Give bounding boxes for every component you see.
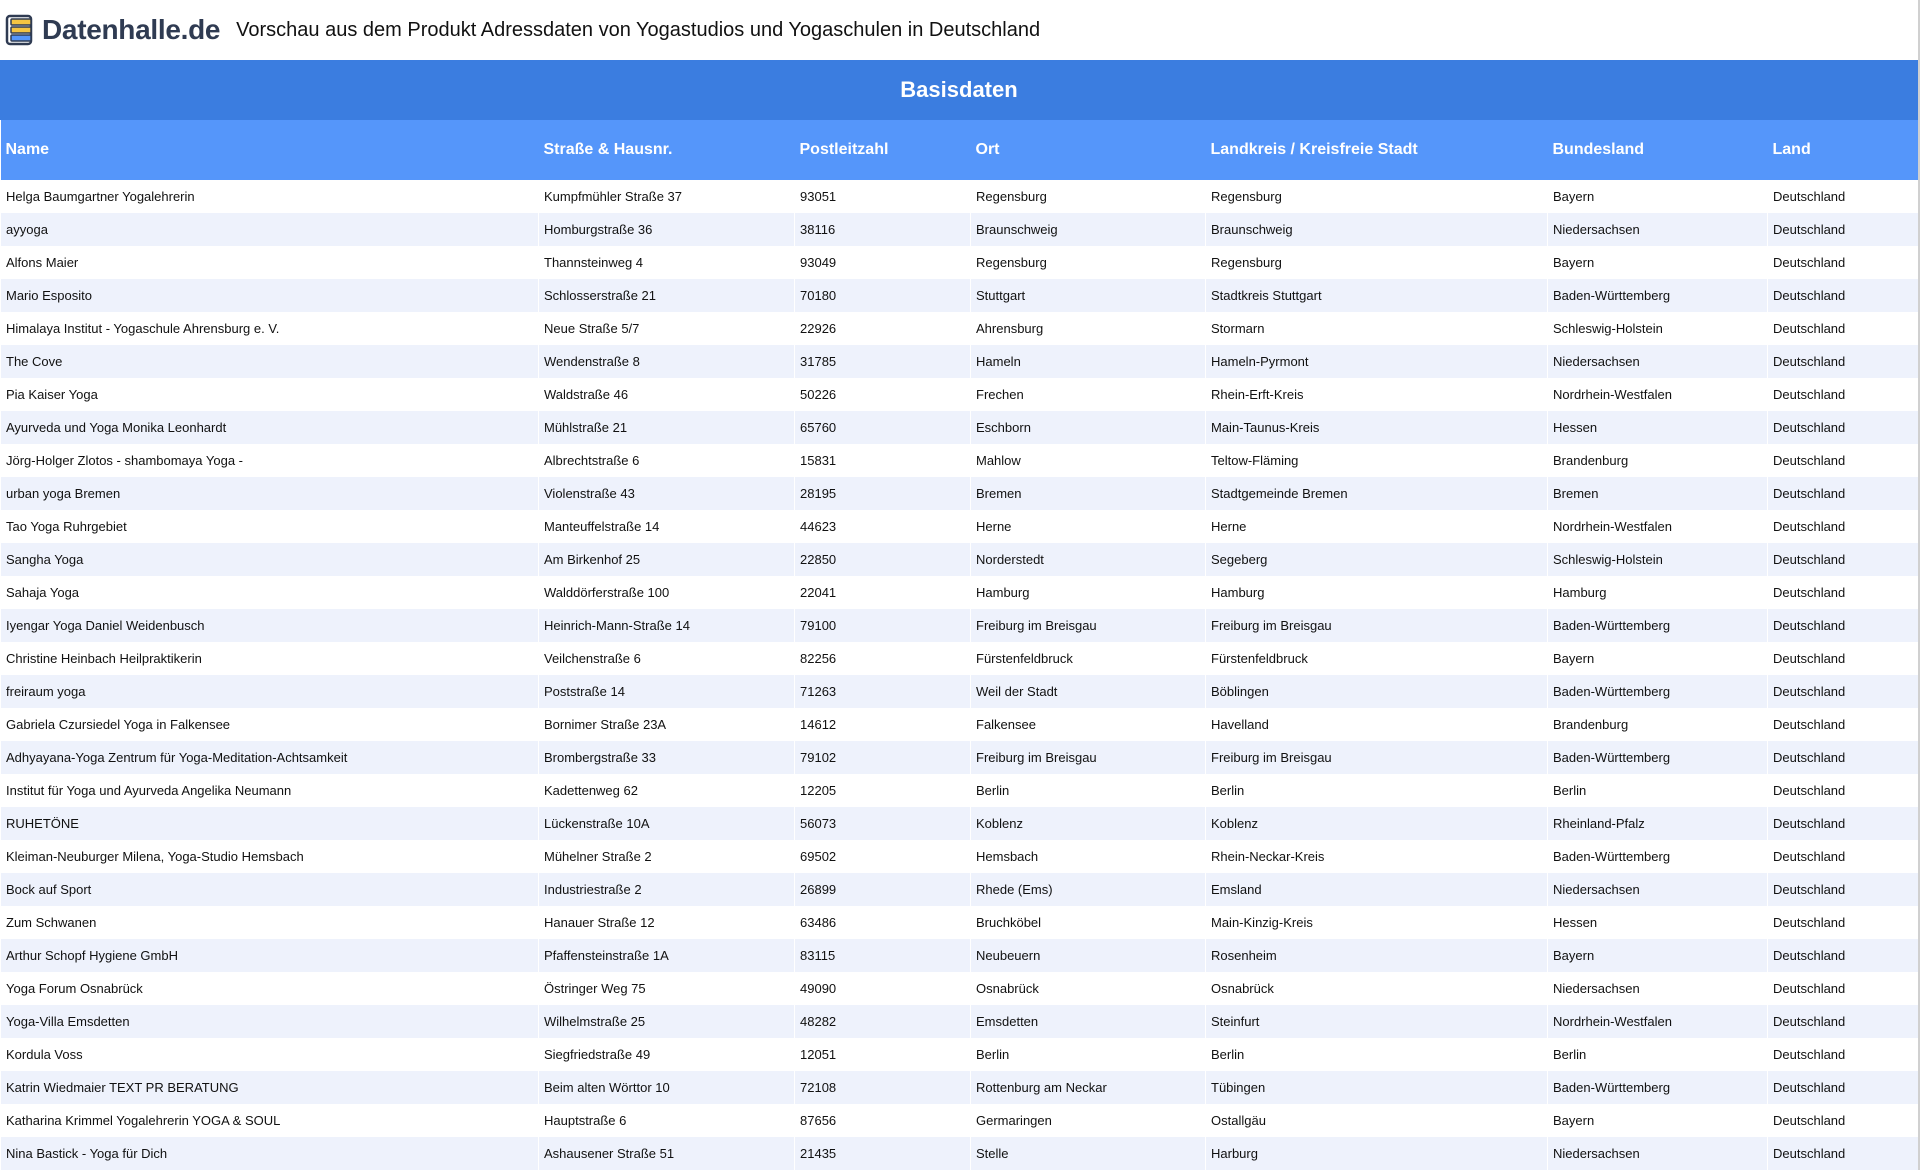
cell-postcode: 49090: [795, 972, 971, 1005]
cell-country: Deutschland: [1768, 1071, 1919, 1104]
cell-postcode: 22926: [795, 312, 971, 345]
cell-city: Freiburg im Breisgau: [971, 609, 1206, 642]
table-row[interactable]: [1, 1104, 1919, 1137]
cell-city: Rottenburg am Neckar: [971, 1071, 1206, 1104]
cell-postcode: 93049: [795, 246, 971, 279]
cell-name: Helga Baumgartner Yogalehrerin: [1, 180, 539, 213]
cell-street: Kadettenweg 62: [539, 774, 795, 807]
cell-country: Deutschland: [1768, 279, 1919, 312]
cell-postcode: 93051: [795, 180, 971, 213]
cell-name: Sahaja Yoga: [1, 576, 539, 609]
table-row[interactable]: [1, 345, 1919, 378]
cell-city: Neubeuern: [971, 939, 1206, 972]
table-row[interactable]: [1, 312, 1919, 345]
cell-district: Böblingen: [1206, 675, 1548, 708]
cell-postcode: 70180: [795, 279, 971, 312]
cell-state: Baden-Württemberg: [1548, 609, 1768, 642]
cell-city: Falkensee: [971, 708, 1206, 741]
cell-district: Rhein-Neckar-Kreis: [1206, 840, 1548, 873]
cell-name: Christine Heinbach Heilpraktikerin: [1, 642, 539, 675]
section-title: Basisdaten: [0, 60, 1918, 120]
cell-postcode: 26899: [795, 873, 971, 906]
cell-state: Nordrhein-Westfalen: [1548, 1005, 1768, 1038]
cell-street: Veilchenstraße 6: [539, 642, 795, 675]
cell-street: Violenstraße 43: [539, 477, 795, 510]
cell-city: Osnabrück: [971, 972, 1206, 1005]
cell-name: Kleiman-Neuburger Milena, Yoga-Studio Hemsbach: [1, 840, 539, 873]
cell-state: Baden-Württemberg: [1548, 840, 1768, 873]
cell-district: Teltow-Fläming: [1206, 444, 1548, 477]
cell-district: Regensburg: [1206, 246, 1548, 279]
cell-city: Hamburg: [971, 576, 1206, 609]
cell-street: Am Birkenhof 25: [539, 543, 795, 576]
cell-state: Niedersachsen: [1548, 345, 1768, 378]
cell-street: Mühlstraße 21: [539, 411, 795, 444]
table-row[interactable]: [1, 576, 1919, 609]
cell-country: Deutschland: [1768, 510, 1919, 543]
cell-state: Hessen: [1548, 906, 1768, 939]
cell-street: Waldstraße 46: [539, 378, 795, 411]
cell-postcode: 15831: [795, 444, 971, 477]
cell-city: Hemsbach: [971, 840, 1206, 873]
cell-postcode: 12051: [795, 1038, 971, 1071]
cell-state: Baden-Württemberg: [1548, 279, 1768, 312]
table-row[interactable]: [1, 609, 1919, 642]
table-row[interactable]: [1, 1005, 1919, 1038]
cell-state: Bayern: [1548, 939, 1768, 972]
cell-street: Wendenstraße 8: [539, 345, 795, 378]
cell-state: Hessen: [1548, 411, 1768, 444]
cell-district: Freiburg im Breisgau: [1206, 609, 1548, 642]
cell-country: Deutschland: [1768, 807, 1919, 840]
cell-street: Walddörferstraße 100: [539, 576, 795, 609]
cell-state: Schleswig-Holstein: [1548, 312, 1768, 345]
cell-postcode: 65760: [795, 411, 971, 444]
cell-city: Hameln: [971, 345, 1206, 378]
cell-street: Östringer Weg 75: [539, 972, 795, 1005]
cell-country: Deutschland: [1768, 411, 1919, 444]
cell-postcode: 14612: [795, 708, 971, 741]
cell-name: Zum Schwanen: [1, 906, 539, 939]
cell-state: Nordrhein-Westfalen: [1548, 510, 1768, 543]
cell-street: Poststraße 14: [539, 675, 795, 708]
cell-city: Koblenz: [971, 807, 1206, 840]
cell-street: Pfaffensteinstraße 1A: [539, 939, 795, 972]
cell-postcode: 38116: [795, 213, 971, 246]
cell-district: Tübingen: [1206, 1071, 1548, 1104]
cell-street: Hauptstraße 6: [539, 1104, 795, 1137]
cell-state: Bayern: [1548, 246, 1768, 279]
cell-name: Mario Esposito: [1, 279, 539, 312]
cell-street: Heinrich-Mann-Straße 14: [539, 609, 795, 642]
cell-district: Main-Kinzig-Kreis: [1206, 906, 1548, 939]
cell-city: Regensburg: [971, 246, 1206, 279]
cell-name: Iyengar Yoga Daniel Weidenbusch: [1, 609, 539, 642]
cell-name: Himalaya Institut - Yogaschule Ahrensburg e. V.: [1, 312, 539, 345]
table-row[interactable]: [1, 741, 1919, 774]
brand-name: Datenhalle.de: [42, 14, 221, 45]
cell-state: Berlin: [1548, 774, 1768, 807]
cell-state: Hamburg: [1548, 576, 1768, 609]
cell-postcode: 12205: [795, 774, 971, 807]
cell-district: Emsland: [1206, 873, 1548, 906]
cell-name: ayyoga: [1, 213, 539, 246]
cell-country: Deutschland: [1768, 576, 1919, 609]
cell-name: Institut für Yoga und Ayurveda Angelika Neumann: [1, 774, 539, 807]
cell-state: Berlin: [1548, 1038, 1768, 1071]
table-row[interactable]: [1, 213, 1919, 246]
cell-district: Stormarn: [1206, 312, 1548, 345]
table-row[interactable]: [1, 444, 1919, 477]
cell-street: Homburgstraße 36: [539, 213, 795, 246]
cell-name: Sangha Yoga: [1, 543, 539, 576]
data-table: [0, 120, 1919, 1170]
cell-state: Bremen: [1548, 477, 1768, 510]
cell-district: Steinfurt: [1206, 1005, 1548, 1038]
cell-postcode: 63486: [795, 906, 971, 939]
cell-street: Industriestraße 2: [539, 873, 795, 906]
cell-country: Deutschland: [1768, 642, 1919, 675]
cell-country: Deutschland: [1768, 675, 1919, 708]
cell-district: Osnabrück: [1206, 972, 1548, 1005]
cell-city: Herne: [971, 510, 1206, 543]
cell-postcode: 22850: [795, 543, 971, 576]
column-header-state[interactable]: Bundesland: [1548, 120, 1768, 180]
cell-state: Bayern: [1548, 1104, 1768, 1137]
cell-country: Deutschland: [1768, 840, 1919, 873]
cell-district: Rhein-Erft-Kreis: [1206, 378, 1548, 411]
column-header-country[interactable]: Land: [1768, 120, 1919, 180]
cell-name: Jörg-Holger Zlotos - shambomaya Yoga -: [1, 444, 539, 477]
cell-country: Deutschland: [1768, 1005, 1919, 1038]
cell-district: Fürstenfeldbruck: [1206, 642, 1548, 675]
cell-street: Ashausener Straße 51: [539, 1137, 795, 1170]
table-row[interactable]: [1, 972, 1919, 1005]
cell-city: Bruchköbel: [971, 906, 1206, 939]
cell-state: Nordrhein-Westfalen: [1548, 378, 1768, 411]
cell-country: Deutschland: [1768, 774, 1919, 807]
column-header-postcode[interactable]: Postleitzahl: [795, 120, 971, 180]
cell-postcode: 22041: [795, 576, 971, 609]
cell-city: Freiburg im Breisgau: [971, 741, 1206, 774]
cell-postcode: 21435: [795, 1137, 971, 1170]
cell-name: Kordula Voss: [1, 1038, 539, 1071]
cell-country: Deutschland: [1768, 477, 1919, 510]
cell-district: Freiburg im Breisgau: [1206, 741, 1548, 774]
cell-postcode: 44623: [795, 510, 971, 543]
cell-city: Fürstenfeldbruck: [971, 642, 1206, 675]
cell-name: The Cove: [1, 345, 539, 378]
cell-city: Weil der Stadt: [971, 675, 1206, 708]
cell-name: Pia Kaiser Yoga: [1, 378, 539, 411]
cell-city: Mahlow: [971, 444, 1206, 477]
cell-district: Ostallgäu: [1206, 1104, 1548, 1137]
cell-street: Albrechtstraße 6: [539, 444, 795, 477]
table-row[interactable]: [1, 180, 1919, 213]
cell-street: Bornimer Straße 23A: [539, 708, 795, 741]
cell-country: Deutschland: [1768, 1038, 1919, 1071]
cell-street: Wilhelmstraße 25: [539, 1005, 795, 1038]
table-row[interactable]: [1, 840, 1919, 873]
cell-district: Stadtkreis Stuttgart: [1206, 279, 1548, 312]
cell-postcode: 31785: [795, 345, 971, 378]
cell-name: Alfons Maier: [1, 246, 539, 279]
cell-city: Rhede (Ems): [971, 873, 1206, 906]
cell-state: Brandenburg: [1548, 708, 1768, 741]
table-row[interactable]: [1, 279, 1919, 312]
cell-name: Nina Bastick - Yoga für Dich: [1, 1137, 539, 1170]
cell-street: Lückenstraße 10A: [539, 807, 795, 840]
cell-state: Brandenburg: [1548, 444, 1768, 477]
cell-name: Yoga-Villa Emsdetten: [1, 1005, 539, 1038]
cell-city: Emsdetten: [971, 1005, 1206, 1038]
table-row[interactable]: [1, 873, 1919, 906]
cell-district: Berlin: [1206, 774, 1548, 807]
cell-district: Koblenz: [1206, 807, 1548, 840]
table-row[interactable]: [1, 939, 1919, 972]
cell-district: Stadtgemeinde Bremen: [1206, 477, 1548, 510]
table-header-row: [1, 120, 1919, 180]
table-row[interactable]: [1, 708, 1919, 741]
cell-postcode: 72108: [795, 1071, 971, 1104]
cell-country: Deutschland: [1768, 378, 1919, 411]
table-row[interactable]: [1, 378, 1919, 411]
cell-name: Gabriela Czursiedel Yoga in Falkensee: [1, 708, 539, 741]
cell-name: freiraum yoga: [1, 675, 539, 708]
cell-country: Deutschland: [1768, 246, 1919, 279]
cell-street: Schlosserstraße 21: [539, 279, 795, 312]
cell-state: Niedersachsen: [1548, 972, 1768, 1005]
cell-name: Adhyayana-Yoga Zentrum für Yoga-Meditation-Achtsamkeit: [1, 741, 539, 774]
cell-city: Bremen: [971, 477, 1206, 510]
cell-country: Deutschland: [1768, 972, 1919, 1005]
cell-country: Deutschland: [1768, 543, 1919, 576]
cell-district: Regensburg: [1206, 180, 1548, 213]
cell-country: Deutschland: [1768, 873, 1919, 906]
cell-name: Bock auf Sport: [1, 873, 539, 906]
cell-city: Berlin: [971, 774, 1206, 807]
cell-name: Yoga Forum Osnabrück: [1, 972, 539, 1005]
cell-state: Baden-Württemberg: [1548, 741, 1768, 774]
table-row[interactable]: [1, 1038, 1919, 1071]
cell-state: Niedersachsen: [1548, 873, 1768, 906]
cell-district: Hameln-Pyrmont: [1206, 345, 1548, 378]
cell-name: Katrin Wiedmaier TEXT PR BERATUNG: [1, 1071, 539, 1104]
cell-postcode: 28195: [795, 477, 971, 510]
cell-country: Deutschland: [1768, 345, 1919, 378]
cell-country: Deutschland: [1768, 708, 1919, 741]
cell-postcode: 83115: [795, 939, 971, 972]
cell-district: Havelland: [1206, 708, 1548, 741]
cell-postcode: 71263: [795, 675, 971, 708]
cell-district: Herne: [1206, 510, 1548, 543]
cell-postcode: 69502: [795, 840, 971, 873]
cell-country: Deutschland: [1768, 1104, 1919, 1137]
cell-country: Deutschland: [1768, 312, 1919, 345]
cell-country: Deutschland: [1768, 213, 1919, 246]
cell-street: Kumpfmühler Straße 37: [539, 180, 795, 213]
cell-city: Stelle: [971, 1137, 1206, 1170]
brand-logo[interactable]: [5, 13, 220, 47]
cell-state: Niedersachsen: [1548, 213, 1768, 246]
cell-street: Mühelner Straße 2: [539, 840, 795, 873]
cell-name: Tao Yoga Ruhrgebiet: [1, 510, 539, 543]
cell-street: Thannsteinweg 4: [539, 246, 795, 279]
top-bar: [0, 0, 1920, 60]
cell-district: Harburg: [1206, 1137, 1548, 1170]
cell-state: Baden-Württemberg: [1548, 1071, 1768, 1104]
cell-name: urban yoga Bremen: [1, 477, 539, 510]
cell-district: Braunschweig: [1206, 213, 1548, 246]
table-row[interactable]: [1, 246, 1919, 279]
cell-name: Arthur Schopf Hygiene GmbH: [1, 939, 539, 972]
cell-postcode: 87656: [795, 1104, 971, 1137]
cell-state: Bayern: [1548, 180, 1768, 213]
cell-state: Niedersachsen: [1548, 1137, 1768, 1170]
cell-city: Ahrensburg: [971, 312, 1206, 345]
cell-city: Regensburg: [971, 180, 1206, 213]
cell-country: Deutschland: [1768, 1137, 1919, 1170]
table-row[interactable]: [1, 510, 1919, 543]
table-body: [1, 180, 1919, 1170]
table-row[interactable]: [1, 642, 1919, 675]
cell-city: Berlin: [971, 1038, 1206, 1071]
cell-district: Segeberg: [1206, 543, 1548, 576]
cell-postcode: 48282: [795, 1005, 971, 1038]
cell-state: Bayern: [1548, 642, 1768, 675]
cell-postcode: 82256: [795, 642, 971, 675]
cell-street: Hanauer Straße 12: [539, 906, 795, 939]
cell-postcode: 50226: [795, 378, 971, 411]
table-row[interactable]: [1, 906, 1919, 939]
cell-city: Eschborn: [971, 411, 1206, 444]
cell-city: Germaringen: [971, 1104, 1206, 1137]
table-header: [1, 120, 1919, 180]
cell-name: RUHETÖNE: [1, 807, 539, 840]
cell-country: Deutschland: [1768, 180, 1919, 213]
cell-state: Baden-Württemberg: [1548, 675, 1768, 708]
cell-street: Brombergstraße 33: [539, 741, 795, 774]
column-header-street[interactable]: Straße & Hausnr.: [539, 120, 795, 180]
column-header-name[interactable]: Name: [1, 120, 539, 180]
table-row[interactable]: [1, 675, 1919, 708]
column-header-district[interactable]: Landkreis / Kreisfreie Stadt: [1206, 120, 1548, 180]
cell-district: Hamburg: [1206, 576, 1548, 609]
table-row[interactable]: [1, 807, 1919, 840]
cell-city: Norderstedt: [971, 543, 1206, 576]
table-row[interactable]: [1, 774, 1919, 807]
table-row[interactable]: [1, 411, 1919, 444]
cell-street: Siegfriedstraße 49: [539, 1038, 795, 1071]
cell-postcode: 79100: [795, 609, 971, 642]
cell-district: Berlin: [1206, 1038, 1548, 1071]
table-row[interactable]: [1, 543, 1919, 576]
database-stack-icon: [5, 13, 37, 47]
cell-country: Deutschland: [1768, 939, 1919, 972]
cell-state: Schleswig-Holstein: [1548, 543, 1768, 576]
cell-name: Katharina Krimmel Yogalehrerin YOGA & SOUL: [1, 1104, 539, 1137]
cell-name: Ayurveda und Yoga Monika Leonhardt: [1, 411, 539, 444]
table-row[interactable]: [1, 477, 1919, 510]
cell-country: Deutschland: [1768, 906, 1919, 939]
cell-city: Frechen: [971, 378, 1206, 411]
cell-country: Deutschland: [1768, 444, 1919, 477]
page-title: Vorschau aus dem Produkt Adressdaten von Yogastudios und Yogaschulen in Deutschland: [236, 18, 1041, 41]
cell-country: Deutschland: [1768, 609, 1919, 642]
cell-city: Braunschweig: [971, 213, 1206, 246]
column-header-city[interactable]: Ort: [971, 120, 1206, 180]
cell-city: Stuttgart: [971, 279, 1206, 312]
cell-state: Rheinland-Pfalz: [1548, 807, 1768, 840]
cell-country: Deutschland: [1768, 741, 1919, 774]
table-row[interactable]: [1, 1137, 1919, 1170]
cell-postcode: 56073: [795, 807, 971, 840]
cell-street: Beim alten Wörttor 10: [539, 1071, 795, 1104]
cell-street: Neue Straße 5/7: [539, 312, 795, 345]
cell-district: Rosenheim: [1206, 939, 1548, 972]
cell-postcode: 79102: [795, 741, 971, 774]
table-row[interactable]: [1, 1071, 1919, 1104]
cell-district: Main-Taunus-Kreis: [1206, 411, 1548, 444]
cell-street: Manteuffelstraße 14: [539, 510, 795, 543]
